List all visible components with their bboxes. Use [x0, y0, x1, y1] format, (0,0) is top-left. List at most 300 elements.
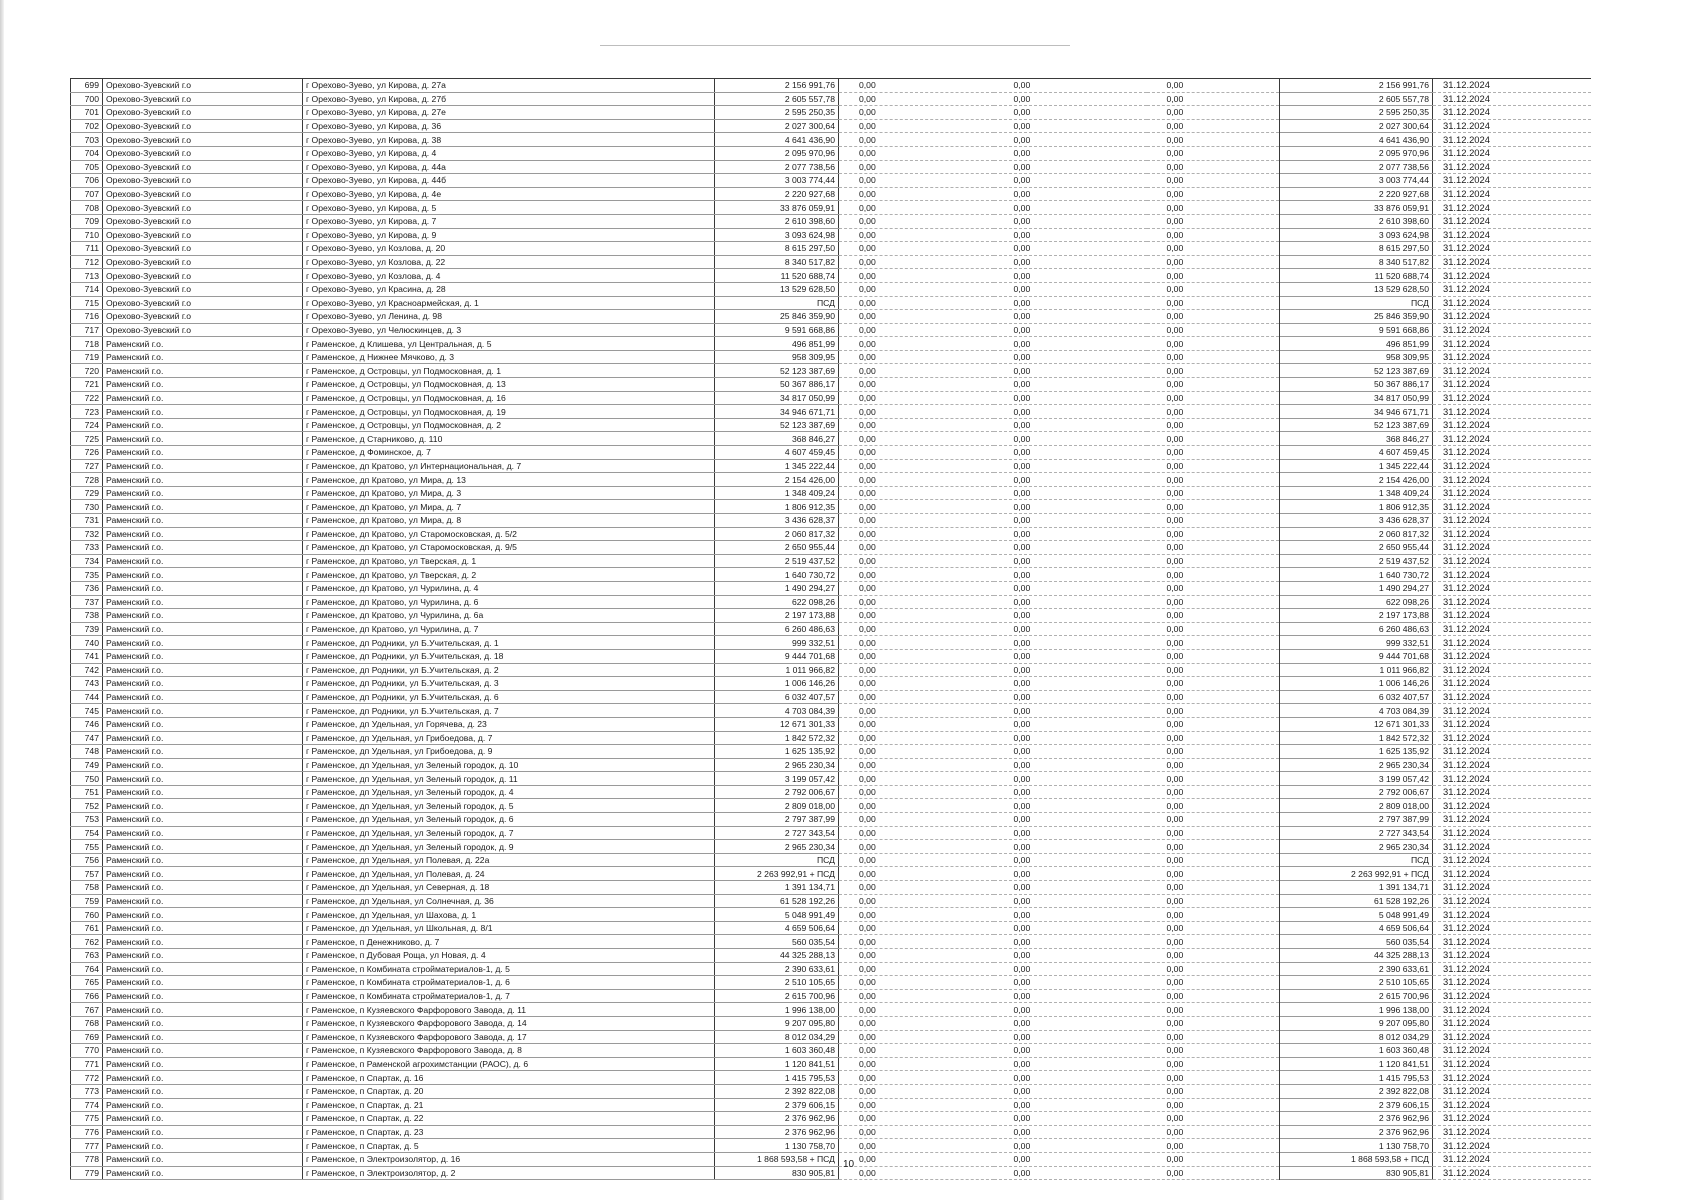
cell-address: г Орехово-Зуево, ул Кирова, д. 36	[303, 119, 715, 133]
cell-municipality: Раменский г.о.	[103, 1030, 303, 1044]
cell-amount-col-2: 0,00	[994, 1125, 1147, 1139]
cell-amount-col-2: 0,00	[994, 242, 1147, 256]
cell-amount-col-1: 0,00	[839, 745, 994, 759]
cell-amount-col-3: 0,00	[1147, 296, 1280, 310]
cell-deadline-date: 31.12.2024	[1433, 1084, 1591, 1098]
cell-remaining-total: 1 120 841,51	[1280, 1057, 1433, 1071]
cell-amount-col-3: 0,00	[1147, 758, 1280, 772]
cell-municipality: Раменский г.о.	[103, 949, 303, 963]
cell-amount-col-3: 0,00	[1147, 1125, 1280, 1139]
cell-amount-col-2: 0,00	[994, 1044, 1147, 1058]
cell-amount-col-2: 0,00	[994, 201, 1147, 215]
cell-municipality: Раменский г.о.	[103, 1003, 303, 1017]
table-row	[71, 323, 1591, 337]
cell-row-number: 764	[71, 962, 103, 976]
cell-row-number: 703	[71, 133, 103, 147]
cell-address: г Орехово-Зуево, ул Кирова, д. 44а	[303, 160, 715, 174]
cell-amount-col-3: 0,00	[1147, 853, 1280, 867]
cell-amount-col-3: 0,00	[1147, 785, 1280, 799]
cell-amount-col-2: 0,00	[994, 296, 1147, 310]
cell-amount-col-3: 0,00	[1147, 269, 1280, 283]
cell-amount-col-1: 0,00	[839, 514, 994, 528]
cell-amount-col-2: 0,00	[994, 92, 1147, 106]
cell-municipality: Раменский г.о.	[103, 1016, 303, 1030]
cell-amount-col-3: 0,00	[1147, 649, 1280, 663]
cell-deadline-date: 31.12.2024	[1433, 500, 1591, 514]
cell-amount-col-1: 0,00	[839, 772, 994, 786]
cell-address: г Раменское, п Спартак, д. 5	[303, 1139, 715, 1153]
cell-amount-col-1: 0,00	[839, 622, 994, 636]
cell-cost-total: 2 027 300,64	[715, 119, 839, 133]
cell-municipality: Раменский г.о.	[103, 391, 303, 405]
cell-amount-col-2: 0,00	[994, 500, 1147, 514]
cell-amount-col-3: 0,00	[1147, 1112, 1280, 1126]
cell-row-number: 737	[71, 595, 103, 609]
cell-amount-col-1: 0,00	[839, 908, 994, 922]
cell-address: г Орехово-Зуево, ул Кирова, д. 4е	[303, 187, 715, 201]
cell-deadline-date: 31.12.2024	[1433, 391, 1591, 405]
cell-remaining-total: 1 348 409,24	[1280, 486, 1433, 500]
cell-amount-col-2: 0,00	[994, 840, 1147, 854]
cell-amount-col-3: 0,00	[1147, 133, 1280, 147]
cell-amount-col-2: 0,00	[994, 690, 1147, 704]
cell-row-number: 706	[71, 174, 103, 188]
cell-amount-col-1: 0,00	[839, 255, 994, 269]
table-row	[71, 1003, 1591, 1017]
cell-amount-col-1: 0,00	[839, 649, 994, 663]
cell-amount-col-1: 0,00	[839, 704, 994, 718]
cell-address: г Раменское, д Островцы, ул Подмосковная, д. 19	[303, 405, 715, 419]
cell-cost-total: 9 591 668,86	[715, 323, 839, 337]
cell-deadline-date: 31.12.2024	[1433, 622, 1591, 636]
cell-cost-total: 3 003 774,44	[715, 174, 839, 188]
cell-amount-col-2: 0,00	[994, 595, 1147, 609]
cell-deadline-date: 31.12.2024	[1433, 133, 1591, 147]
cell-row-number: 768	[71, 1016, 103, 1030]
cell-row-number: 767	[71, 1003, 103, 1017]
cell-cost-total: 52 123 387,69	[715, 418, 839, 432]
cell-cost-total: 1 348 409,24	[715, 486, 839, 500]
cell-deadline-date: 31.12.2024	[1433, 962, 1591, 976]
cell-address: г Орехово-Зуево, ул Кирова, д. 9	[303, 228, 715, 242]
cell-municipality: Орехово-Зуевский г.о	[103, 214, 303, 228]
cell-amount-col-3: 0,00	[1147, 976, 1280, 990]
cell-remaining-total: 25 846 359,90	[1280, 310, 1433, 324]
cell-deadline-date: 31.12.2024	[1433, 255, 1591, 269]
cell-amount-col-2: 0,00	[994, 432, 1147, 446]
cell-amount-col-3: 0,00	[1147, 1166, 1280, 1180]
scan-edge	[0, 0, 4, 1200]
cell-amount-col-3: 0,00	[1147, 214, 1280, 228]
table-row	[71, 677, 1591, 691]
cell-remaining-total: 2 390 633,61	[1280, 962, 1433, 976]
cell-remaining-total: 2 060 817,32	[1280, 527, 1433, 541]
cell-remaining-total: 4 659 506,64	[1280, 921, 1433, 935]
cell-remaining-total: 2 809 018,00	[1280, 799, 1433, 813]
cell-cost-total: 13 529 628,50	[715, 282, 839, 296]
cell-amount-col-2: 0,00	[994, 921, 1147, 935]
cell-municipality: Раменский г.о.	[103, 595, 303, 609]
cell-amount-col-1: 0,00	[839, 609, 994, 623]
cell-cost-total: 1 006 146,26	[715, 677, 839, 691]
cell-address: г Раменское, дп Удельная, ул Полевая, д. 22а	[303, 853, 715, 867]
repair-schedule-table	[70, 78, 1591, 1180]
table-row	[71, 486, 1591, 500]
cell-cost-total: 8 340 517,82	[715, 255, 839, 269]
cell-amount-col-3: 0,00	[1147, 282, 1280, 296]
cell-address: г Орехово-Зуево, ул Красина, д. 28	[303, 282, 715, 296]
table-row	[71, 255, 1591, 269]
table-row	[71, 541, 1591, 555]
cell-row-number: 713	[71, 269, 103, 283]
cell-deadline-date: 31.12.2024	[1433, 554, 1591, 568]
cell-municipality: Орехово-Зуевский г.о	[103, 146, 303, 160]
cell-row-number: 778	[71, 1152, 103, 1166]
cell-amount-col-2: 0,00	[994, 350, 1147, 364]
cell-amount-col-1: 0,00	[839, 323, 994, 337]
cell-municipality: Раменский г.о.	[103, 1098, 303, 1112]
cell-remaining-total: 1 391 134,71	[1280, 881, 1433, 895]
cell-deadline-date: 31.12.2024	[1433, 881, 1591, 895]
cell-amount-col-3: 0,00	[1147, 826, 1280, 840]
table-row	[71, 853, 1591, 867]
cell-cost-total: 1 120 841,51	[715, 1057, 839, 1071]
cell-amount-col-3: 0,00	[1147, 581, 1280, 595]
cell-deadline-date: 31.12.2024	[1433, 405, 1591, 419]
cell-municipality: Раменский г.о.	[103, 1125, 303, 1139]
cell-municipality: Раменский г.о.	[103, 418, 303, 432]
cell-municipality: Орехово-Зуевский г.о	[103, 92, 303, 106]
cell-deadline-date: 31.12.2024	[1433, 1044, 1591, 1058]
cell-row-number: 722	[71, 391, 103, 405]
cell-amount-col-3: 0,00	[1147, 568, 1280, 582]
cell-amount-col-1: 0,00	[839, 840, 994, 854]
cell-municipality: Раменский г.о.	[103, 649, 303, 663]
cell-cost-total: 5 048 991,49	[715, 908, 839, 922]
cell-amount-col-1: 0,00	[839, 853, 994, 867]
cell-amount-col-3: 0,00	[1147, 935, 1280, 949]
cell-municipality: Раменский г.о.	[103, 758, 303, 772]
cell-remaining-total: 50 367 886,17	[1280, 378, 1433, 392]
cell-amount-col-1: 0,00	[839, 1003, 994, 1017]
cell-remaining-total: 9 444 701,68	[1280, 649, 1433, 663]
cell-amount-col-3: 0,00	[1147, 717, 1280, 731]
cell-deadline-date: 31.12.2024	[1433, 595, 1591, 609]
cell-municipality: Орехово-Зуевский г.о	[103, 310, 303, 324]
cell-remaining-total: 2 965 230,34	[1280, 758, 1433, 772]
cell-amount-col-3: 0,00	[1147, 242, 1280, 256]
cell-cost-total: 622 098,26	[715, 595, 839, 609]
cell-address: г Раменское, д Нижнее Мячково, д. 3	[303, 350, 715, 364]
cell-amount-col-3: 0,00	[1147, 418, 1280, 432]
cell-amount-col-1: 0,00	[839, 554, 994, 568]
table-row	[71, 554, 1591, 568]
cell-amount-col-2: 0,00	[994, 133, 1147, 147]
cell-remaining-total: 1 842 572,32	[1280, 731, 1433, 745]
cell-amount-col-2: 0,00	[994, 622, 1147, 636]
cell-amount-col-1: 0,00	[839, 174, 994, 188]
cell-deadline-date: 31.12.2024	[1433, 459, 1591, 473]
cell-address: г Орехово-Зуево, ул Козлова, д. 20	[303, 242, 715, 256]
table-row	[71, 717, 1591, 731]
cell-amount-col-3: 0,00	[1147, 146, 1280, 160]
cell-amount-col-3: 0,00	[1147, 1016, 1280, 1030]
cell-amount-col-1: 0,00	[839, 894, 994, 908]
cell-amount-col-3: 0,00	[1147, 514, 1280, 528]
cell-amount-col-2: 0,00	[994, 1003, 1147, 1017]
cell-cost-total: 958 309,95	[715, 350, 839, 364]
cell-row-number: 707	[71, 187, 103, 201]
cell-municipality: Раменский г.о.	[103, 894, 303, 908]
cell-remaining-total: 9 207 095,80	[1280, 1016, 1433, 1030]
cell-deadline-date: 31.12.2024	[1433, 853, 1591, 867]
cell-amount-col-3: 0,00	[1147, 622, 1280, 636]
table-row	[71, 962, 1591, 976]
cell-row-number: 753	[71, 813, 103, 827]
cell-amount-col-1: 0,00	[839, 1057, 994, 1071]
table-row	[71, 432, 1591, 446]
cell-row-number: 750	[71, 772, 103, 786]
cell-deadline-date: 31.12.2024	[1433, 174, 1591, 188]
cell-row-number: 772	[71, 1071, 103, 1085]
cell-remaining-total: 1 640 730,72	[1280, 568, 1433, 582]
cell-row-number: 774	[71, 1098, 103, 1112]
cell-deadline-date: 31.12.2024	[1433, 799, 1591, 813]
cell-row-number: 742	[71, 663, 103, 677]
cell-address: г Раменское, п Спартак, д. 22	[303, 1112, 715, 1126]
table-row	[71, 527, 1591, 541]
cell-amount-col-3: 0,00	[1147, 174, 1280, 188]
cell-remaining-total: 3 199 057,42	[1280, 772, 1433, 786]
cell-cost-total: 2 650 955,44	[715, 541, 839, 555]
cell-amount-col-2: 0,00	[994, 717, 1147, 731]
cell-row-number: 702	[71, 119, 103, 133]
cell-address: г Раменское, дп Родники, ул Б.Учительская, д. 6	[303, 690, 715, 704]
cell-amount-col-2: 0,00	[994, 1112, 1147, 1126]
cell-deadline-date: 31.12.2024	[1433, 514, 1591, 528]
cell-amount-col-2: 0,00	[994, 649, 1147, 663]
cell-amount-col-1: 0,00	[839, 1071, 994, 1085]
table-row	[71, 500, 1591, 514]
table-row	[71, 1071, 1591, 1085]
cell-deadline-date: 31.12.2024	[1433, 527, 1591, 541]
cell-row-number: 754	[71, 826, 103, 840]
cell-address: г Раменское, п Кузяевского Фарфорового Завода, д. 17	[303, 1030, 715, 1044]
table-row	[71, 174, 1591, 188]
cell-amount-col-2: 0,00	[994, 214, 1147, 228]
cell-row-number: 726	[71, 446, 103, 460]
cell-amount-col-3: 0,00	[1147, 663, 1280, 677]
cell-remaining-total: 1 603 360,48	[1280, 1044, 1433, 1058]
table-row	[71, 799, 1591, 813]
cell-amount-col-2: 0,00	[994, 1071, 1147, 1085]
cell-row-number: 705	[71, 160, 103, 174]
cell-row-number: 758	[71, 881, 103, 895]
cell-deadline-date: 31.12.2024	[1433, 418, 1591, 432]
cell-amount-col-1: 0,00	[839, 296, 994, 310]
cell-amount-col-1: 0,00	[839, 663, 994, 677]
cell-deadline-date: 31.12.2024	[1433, 677, 1591, 691]
cell-amount-col-1: 0,00	[839, 473, 994, 487]
cell-municipality: Раменский г.о.	[103, 609, 303, 623]
cell-municipality: Раменский г.о.	[103, 677, 303, 691]
cell-remaining-total: 52 123 387,69	[1280, 418, 1433, 432]
cell-row-number: 761	[71, 921, 103, 935]
cell-municipality: Орехово-Зуевский г.о	[103, 79, 303, 93]
table-row	[71, 813, 1591, 827]
cell-amount-col-1: 0,00	[839, 962, 994, 976]
cell-cost-total: 496 851,99	[715, 337, 839, 351]
cell-deadline-date: 31.12.2024	[1433, 1016, 1591, 1030]
cell-amount-col-2: 0,00	[994, 1016, 1147, 1030]
cell-remaining-total: 2 095 970,96	[1280, 146, 1433, 160]
cell-amount-col-2: 0,00	[994, 473, 1147, 487]
table-row	[71, 867, 1591, 881]
cell-row-number: 723	[71, 405, 103, 419]
table-row	[71, 1057, 1591, 1071]
cell-cost-total: 9 207 095,80	[715, 1016, 839, 1030]
cell-deadline-date: 31.12.2024	[1433, 119, 1591, 133]
cell-municipality: Орехово-Зуевский г.о	[103, 296, 303, 310]
cell-amount-col-2: 0,00	[994, 1166, 1147, 1180]
cell-cost-total: 61 528 192,26	[715, 894, 839, 908]
cell-row-number: 749	[71, 758, 103, 772]
cell-cost-total: 25 846 359,90	[715, 310, 839, 324]
cell-deadline-date: 31.12.2024	[1433, 935, 1591, 949]
cell-row-number: 733	[71, 541, 103, 555]
cell-address: г Раменское, дп Кратово, ул Мира, д. 3	[303, 486, 715, 500]
cell-row-number: 701	[71, 106, 103, 120]
cell-row-number: 710	[71, 228, 103, 242]
cell-row-number: 744	[71, 690, 103, 704]
cell-remaining-total: 2 610 398,60	[1280, 214, 1433, 228]
cell-row-number: 728	[71, 473, 103, 487]
cell-cost-total: 2 154 426,00	[715, 473, 839, 487]
cell-deadline-date: 31.12.2024	[1433, 446, 1591, 460]
cell-municipality: Раменский г.о.	[103, 527, 303, 541]
table-row	[71, 106, 1591, 120]
cell-address: г Раменское, дп Кратово, ул Старомосковская, д. 9/5	[303, 541, 715, 555]
cell-deadline-date: 31.12.2024	[1433, 758, 1591, 772]
cell-deadline-date: 31.12.2024	[1433, 1098, 1591, 1112]
cell-amount-col-3: 0,00	[1147, 840, 1280, 854]
cell-municipality: Раменский г.о.	[103, 908, 303, 922]
cell-address: г Раменское, д Островцы, ул Подмосковная, д. 2	[303, 418, 715, 432]
cell-cost-total: 3 436 628,37	[715, 514, 839, 528]
cell-cost-total: 2 965 230,34	[715, 840, 839, 854]
cell-remaining-total: 2 519 437,52	[1280, 554, 1433, 568]
cell-municipality: Орехово-Зуевский г.о	[103, 187, 303, 201]
cell-cost-total: 8 615 297,50	[715, 242, 839, 256]
cell-municipality: Раменский г.о.	[103, 364, 303, 378]
cell-amount-col-2: 0,00	[994, 1030, 1147, 1044]
cell-row-number: 699	[71, 79, 103, 93]
cell-row-number: 717	[71, 323, 103, 337]
table-row	[71, 663, 1591, 677]
cell-municipality: Раменский г.о.	[103, 1084, 303, 1098]
cell-municipality: Раменский г.о.	[103, 731, 303, 745]
cell-deadline-date: 31.12.2024	[1433, 201, 1591, 215]
table-body	[71, 79, 1591, 1180]
cell-deadline-date: 31.12.2024	[1433, 581, 1591, 595]
table-row	[71, 976, 1591, 990]
cell-amount-col-1: 0,00	[839, 364, 994, 378]
cell-cost-total: 50 367 886,17	[715, 378, 839, 392]
cell-remaining-total: 9 591 668,86	[1280, 323, 1433, 337]
cell-deadline-date: 31.12.2024	[1433, 568, 1591, 582]
cell-amount-col-1: 0,00	[839, 1098, 994, 1112]
table-row	[71, 350, 1591, 364]
cell-municipality: Раменский г.о.	[103, 500, 303, 514]
cell-cost-total: 4 703 084,39	[715, 704, 839, 718]
cell-deadline-date: 31.12.2024	[1433, 785, 1591, 799]
cell-row-number: 732	[71, 527, 103, 541]
cell-deadline-date: 31.12.2024	[1433, 228, 1591, 242]
cell-cost-total: 2 610 398,60	[715, 214, 839, 228]
cell-amount-col-2: 0,00	[994, 514, 1147, 528]
cell-amount-col-3: 0,00	[1147, 378, 1280, 392]
cell-row-number: 741	[71, 649, 103, 663]
cell-row-number: 771	[71, 1057, 103, 1071]
cell-amount-col-1: 0,00	[839, 282, 994, 296]
cell-remaining-total: 1 490 294,27	[1280, 581, 1433, 595]
cell-deadline-date: 31.12.2024	[1433, 310, 1591, 324]
cell-address: г Раменское, д Старниково, д. 110	[303, 432, 715, 446]
cell-cost-total: 2 615 700,96	[715, 989, 839, 1003]
cell-remaining-total: 2 376 962,96	[1280, 1125, 1433, 1139]
cell-deadline-date: 31.12.2024	[1433, 636, 1591, 650]
cell-deadline-date: 31.12.2024	[1433, 745, 1591, 759]
table-row	[71, 1098, 1591, 1112]
cell-amount-col-2: 0,00	[994, 418, 1147, 432]
table-row	[71, 731, 1591, 745]
cell-amount-col-2: 0,00	[994, 704, 1147, 718]
cell-deadline-date: 31.12.2024	[1433, 541, 1591, 555]
cell-amount-col-2: 0,00	[994, 908, 1147, 922]
cell-cost-total: 1 806 912,35	[715, 500, 839, 514]
cell-address: г Раменское, д Островцы, ул Подмосковная, д. 13	[303, 378, 715, 392]
cell-row-number: 719	[71, 350, 103, 364]
cell-amount-col-3: 0,00	[1147, 962, 1280, 976]
table-row	[71, 649, 1591, 663]
cell-address: г Раменское, дп Кратово, ул Тверская, д. 2	[303, 568, 715, 582]
cell-amount-col-1: 0,00	[839, 378, 994, 392]
cell-amount-col-2: 0,00	[994, 541, 1147, 555]
cell-remaining-total: 2 650 955,44	[1280, 541, 1433, 555]
cell-cost-total: 44 325 288,13	[715, 949, 839, 963]
table-row	[71, 622, 1591, 636]
cell-remaining-total: 830 905,81	[1280, 1166, 1433, 1180]
cell-row-number: 721	[71, 378, 103, 392]
table-row	[71, 514, 1591, 528]
cell-municipality: Раменский г.о.	[103, 881, 303, 895]
cell-row-number: 748	[71, 745, 103, 759]
cell-cost-total: 2 156 991,76	[715, 79, 839, 93]
cell-amount-col-1: 0,00	[839, 187, 994, 201]
table-row	[71, 949, 1591, 963]
cell-amount-col-3: 0,00	[1147, 799, 1280, 813]
cell-municipality: Раменский г.о.	[103, 921, 303, 935]
cell-deadline-date: 31.12.2024	[1433, 1030, 1591, 1044]
cell-row-number: 752	[71, 799, 103, 813]
cell-municipality: Раменский г.о.	[103, 581, 303, 595]
cell-amount-col-1: 0,00	[839, 867, 994, 881]
cell-amount-col-1: 0,00	[839, 881, 994, 895]
cell-amount-col-1: 0,00	[839, 486, 994, 500]
cell-amount-col-2: 0,00	[994, 282, 1147, 296]
cell-deadline-date: 31.12.2024	[1433, 1057, 1591, 1071]
cell-deadline-date: 31.12.2024	[1433, 337, 1591, 351]
